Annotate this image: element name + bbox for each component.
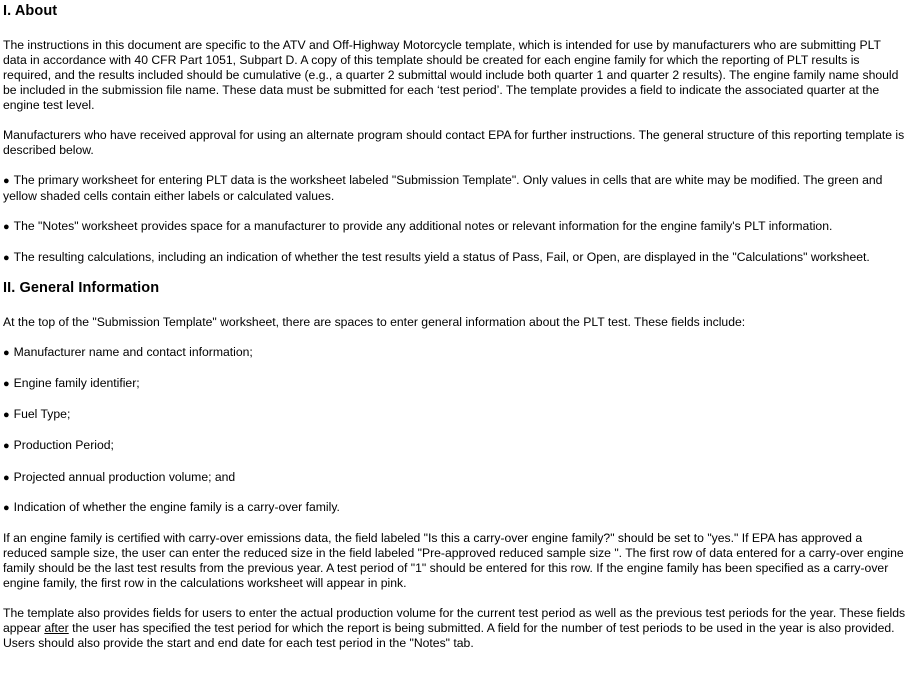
bullet-text: Manufacturer name and contact information; <box>13 345 253 359</box>
about-bullet-submission-template <box>3 173 906 204</box>
bullet-text: The resulting calculations, including an indication of whether the test results yield a status of Pass, Fail, or Open, are displayed in the "Calculations" worksheet. <box>13 250 870 264</box>
field-bullet-production-period <box>3 438 906 454</box>
document-body <box>3 3 906 651</box>
general-paragraph-carry-over: If an engine family is certified with carry-over emissions data, the field labeled "Is this a carry-over engine family?" should be set to "yes." If EPA has approved a reduced sample size, the user can enter the reduced size in the field labeled "Pre-approved reduced sample size ". The first row of data entered for a carry-over engine family should be the last test results from the previous year. A test period of "1" should be entered for this row. If the engine family has been specified as a carry-over engine family, the first row in the calculations worksheet will appear in pink. <box>3 531 904 590</box>
general-paragraph-1: At the top of the "Submission Template" worksheet, there are spaces to enter general information about the PLT test. These fields include: <box>3 315 746 329</box>
bullet-text: Fuel Type; <box>13 407 71 421</box>
about-paragraph-2: Manufacturers who have received approval for using an alternate program should contact EPA for further instructions. The general structure of this reporting template is described below. <box>3 128 905 157</box>
field-bullet-manufacturer <box>3 345 906 361</box>
field-bullet-production-volume <box>3 470 906 486</box>
paragraph-text-part-1: The template also provides fields for users to enter the actual production volume for the current test period as well as the previous test periods for the year. These fields appear <box>3 606 906 635</box>
field-bullet-engine-family <box>3 376 906 392</box>
bullet-text: Projected annual production volume; and <box>13 470 236 484</box>
general-paragraph-production-fields <box>3 606 906 651</box>
about-bullet-calculations <box>3 250 906 266</box>
section-heading-about: I. About <box>3 3 58 19</box>
bullet-text: Indication of whether the engine family is a carry-over family. <box>13 500 340 514</box>
bullet-text: Production Period; <box>13 438 114 452</box>
bullet-text: Engine family identifier; <box>13 376 140 390</box>
field-bullet-carry-over <box>3 500 906 516</box>
paragraph-text-part-2: the user has specified the test period for which the report is being submitted. A field for the number of test periods to be used in the year is also provided. Users should also provide the start and end date for each test period in the "Notes" tab. <box>3 621 895 650</box>
underlined-word-after: after <box>44 621 69 635</box>
bullet-text: The primary worksheet for entering PLT data is the worksheet labeled "Submission Template". Only values in cells that are white may be modified. The green and yellow shaded cells contain either labels or calculated values. <box>3 173 883 203</box>
about-paragraph-1: The instructions in this document are specific to the ATV and Off-Highway Motorcycle template, which is intended for use by manufacturers who are submitting PLT data in accordance with 40 CFR Part 1051, Subpart D. A copy of this template should be created for each engine family for which the reporting of PLT results is required, and the results included should be cumulative (e.g., a quarter 2 submittal would include both quarter 1 and quarter 2 results). The engine family name should be included in the submission file name. These data must be submitted for each ‘test period’. The template provides a field to indicate the associated quarter at the engine test level. <box>3 38 899 112</box>
bullet-text: The "Notes" worksheet provides space for a manufacturer to provide any additional notes or relevant information for the engine family's PLT information. <box>13 219 833 233</box>
field-bullet-fuel-type <box>3 407 906 423</box>
about-bullet-notes <box>3 219 906 235</box>
section-heading-general-information: II. General Information <box>3 280 160 296</box>
